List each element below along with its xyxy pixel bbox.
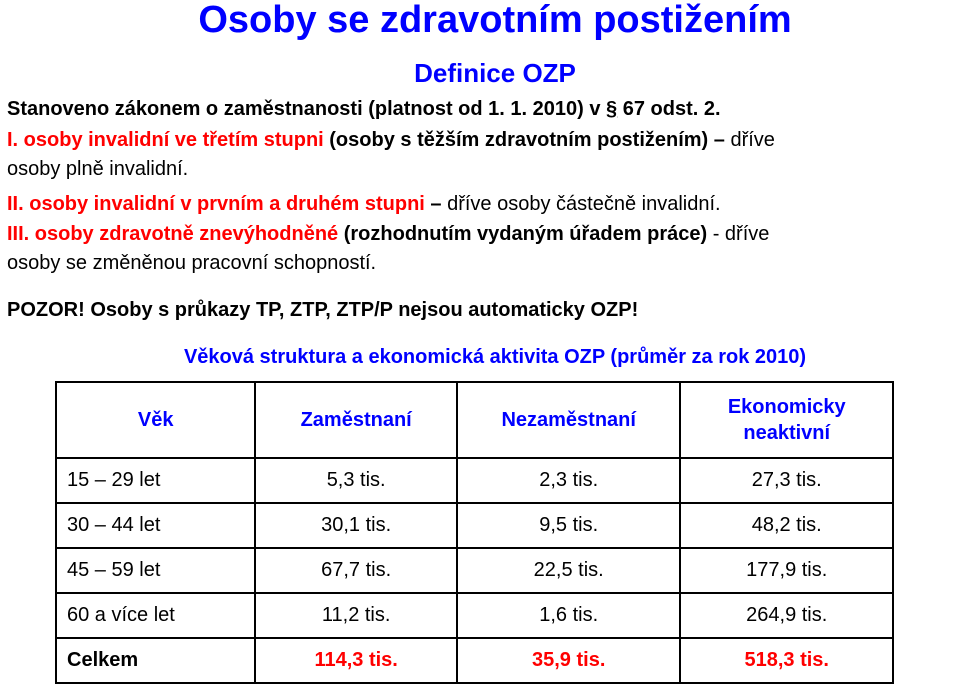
- table-row: [56, 548, 893, 593]
- item1-category: I. osoby invalidní ve třetím stupni: [7, 129, 324, 151]
- cell-inactive: 264,9 tis.: [680, 593, 893, 638]
- cell-inactive: 48,2 tis.: [680, 503, 893, 548]
- item3-line2: osoby se změněnou pracovní schopností.: [7, 252, 377, 274]
- total-inactive: 518,3 tis.: [680, 638, 893, 683]
- cell-age: 45 – 59 let: [56, 548, 255, 593]
- item1-line1: [7, 126, 775, 155]
- page-subtitle: Definice OZP: [414, 58, 576, 88]
- age-structure-table: [55, 381, 894, 684]
- header-age: Věk: [56, 382, 255, 458]
- cell-unemployed: 22,5 tis.: [457, 548, 681, 593]
- item3-line1: [7, 220, 769, 249]
- table-total-row: [56, 638, 893, 683]
- intro-before: Stanoveno zákonem o zaměstnanosti (platnost od 1. 1. 2010) v: [7, 98, 607, 120]
- total-label: Celkem: [56, 638, 255, 683]
- item2-category: II. osoby invalidní v prvním a druhém stupni: [7, 193, 425, 215]
- table-row: [56, 593, 893, 638]
- header-inactive-line1: Ekonomicky: [727, 396, 846, 418]
- table-header-row: [56, 382, 893, 458]
- total-employed: 114,3 tis.: [255, 638, 457, 683]
- page-title: Osoby se zdravotním postižením: [198, 0, 792, 41]
- section-sign: §: [606, 98, 618, 120]
- intro-line: [7, 95, 721, 124]
- cell-employed: 11,2 tis.: [255, 593, 457, 638]
- cell-unemployed: 2,3 tis.: [457, 458, 681, 503]
- cell-age: 15 – 29 let: [56, 458, 255, 503]
- item3-category: III. osoby zdravotně znevýhodněné: [7, 223, 339, 245]
- item1-detail: (osoby s těžším zdravotním postižením) –: [323, 129, 725, 151]
- header-inactive: [680, 382, 893, 458]
- header-inactive-line2: neaktivní: [743, 422, 831, 444]
- cell-inactive: 177,9 tis.: [680, 548, 893, 593]
- header-employed: Zaměstnaní: [255, 382, 457, 458]
- cell-employed: 30,1 tis.: [255, 503, 457, 548]
- cell-unemployed: 1,6 tis.: [457, 593, 681, 638]
- table-caption: Věková struktura a ekonomická aktivita OZP (průměr za rok 2010): [183, 346, 807, 368]
- cell-age: 60 a více let: [56, 593, 255, 638]
- item2-dash: –: [424, 193, 442, 215]
- cell-age: 30 – 44 let: [56, 503, 255, 548]
- cell-employed: 67,7 tis.: [255, 548, 457, 593]
- header-unemployed: Nezaměstnaní: [457, 382, 681, 458]
- cell-employed: 5,3 tis.: [255, 458, 457, 503]
- table-row: [56, 503, 893, 548]
- intro-after: 67 odst. 2.: [617, 98, 721, 120]
- cell-unemployed: 9,5 tis.: [457, 503, 681, 548]
- item3-detail: (rozhodnutím vydaným úřadem práce): [338, 223, 708, 245]
- item1-formerly: dříve: [724, 129, 775, 151]
- warning-text: POZOR! Osoby s průkazy TP, ZTP, ZTP/P nejsou automaticky OZP!: [7, 299, 639, 321]
- cell-inactive: 27,3 tis.: [680, 458, 893, 503]
- item2-formerly: dříve osoby částečně invalidní.: [441, 193, 721, 215]
- table-row: [56, 458, 893, 503]
- item1-line2: osoby plně invalidní.: [7, 158, 189, 180]
- item3-formerly: - dříve: [707, 223, 770, 245]
- total-unemployed: 35,9 tis.: [457, 638, 681, 683]
- item2-line: [7, 190, 721, 219]
